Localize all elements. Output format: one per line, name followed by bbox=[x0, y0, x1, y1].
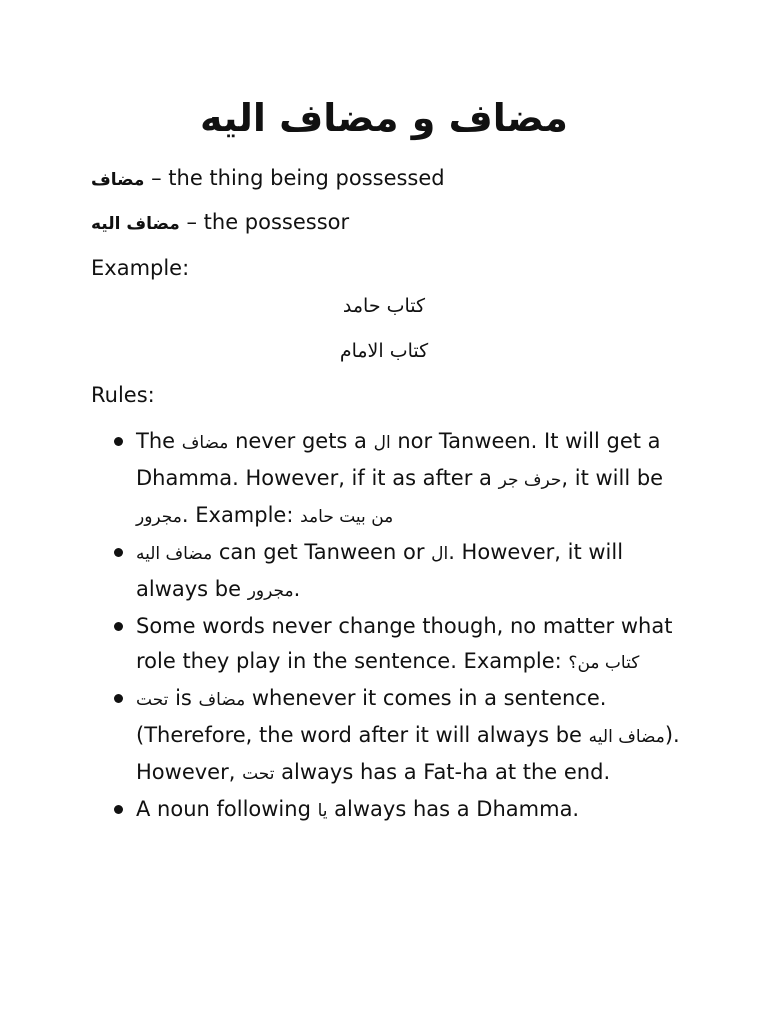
rule-text: The bbox=[136, 429, 182, 453]
bullet-icon bbox=[114, 805, 123, 814]
rule-item bbox=[108, 424, 693, 535]
definition-mudaf bbox=[91, 163, 445, 195]
rule-text: . bbox=[293, 577, 301, 601]
bullet-icon bbox=[114, 694, 123, 703]
arabic-term: مضاف اليه bbox=[588, 727, 665, 747]
arabic-term: كتاب من؟ bbox=[568, 653, 640, 673]
arabic-term: تحت bbox=[242, 764, 275, 784]
page-title: مضاف و مضاف اليه bbox=[200, 96, 568, 140]
arabic-term: مجرور bbox=[247, 581, 294, 601]
example-line-2 bbox=[0, 336, 768, 366]
rule-item bbox=[108, 609, 693, 681]
arabic-term: ال bbox=[431, 544, 449, 564]
bullet-icon bbox=[114, 548, 123, 557]
example-text: كتاب الامام bbox=[339, 340, 429, 362]
rule-text: always has a Dhamma. bbox=[327, 797, 580, 821]
definition-term: مضاف bbox=[91, 170, 145, 190]
example-line-1 bbox=[0, 291, 768, 321]
rule-text: , it will be bbox=[561, 466, 664, 490]
rule-text: can get Tanween or bbox=[212, 540, 432, 564]
rule-item bbox=[108, 792, 693, 829]
rule-item bbox=[108, 681, 693, 792]
definition-dash: – bbox=[179, 210, 204, 234]
example-text: كتاب حامد bbox=[342, 295, 426, 317]
arabic-term: ال bbox=[373, 433, 391, 453]
arabic-term: تحت bbox=[136, 690, 169, 710]
rule-text: is bbox=[168, 686, 199, 710]
rule-text: Some words never change though, no matter what role they play in the sentence. Example: bbox=[136, 614, 673, 673]
rule-text: whenever it comes in a sentence.(Therefore, the word after it will always be bbox=[136, 686, 607, 747]
rule-text: ). However, bbox=[136, 723, 680, 784]
rule-text: . Example: bbox=[181, 503, 301, 527]
arabic-term: مجرور bbox=[136, 507, 182, 527]
definition-text: the thing being possessed bbox=[168, 166, 445, 190]
rule-text: always has a Fat-ha at the end. bbox=[274, 760, 611, 784]
rule-text: . However, it will always be bbox=[136, 540, 624, 601]
definition-dash: – bbox=[144, 166, 169, 190]
arabic-term: مضاف bbox=[198, 690, 246, 710]
rule-text: nor Tanween. It will get a Dhamma. However, if it as after a bbox=[136, 429, 661, 490]
example-label: Example: bbox=[91, 256, 190, 280]
definition-text: the possessor bbox=[203, 210, 350, 234]
definition-term: مضاف اليه bbox=[91, 214, 180, 234]
arabic-term: يا bbox=[317, 801, 328, 821]
rule-text: never gets a bbox=[228, 429, 374, 453]
definition-mudaf-ilayh bbox=[91, 207, 349, 239]
arabic-term: من بيت حامد bbox=[300, 507, 394, 527]
rule-text: A noun following bbox=[136, 797, 318, 821]
rule-item bbox=[108, 535, 693, 609]
arabic-term: مضاف اليه bbox=[136, 544, 213, 564]
rules-label: Rules: bbox=[91, 383, 155, 407]
arabic-term: حرف جر bbox=[498, 470, 562, 490]
bullet-icon bbox=[114, 622, 123, 631]
rules-list bbox=[108, 424, 693, 829]
arabic-term: مضاف bbox=[181, 433, 229, 453]
bullet-icon bbox=[114, 437, 123, 446]
